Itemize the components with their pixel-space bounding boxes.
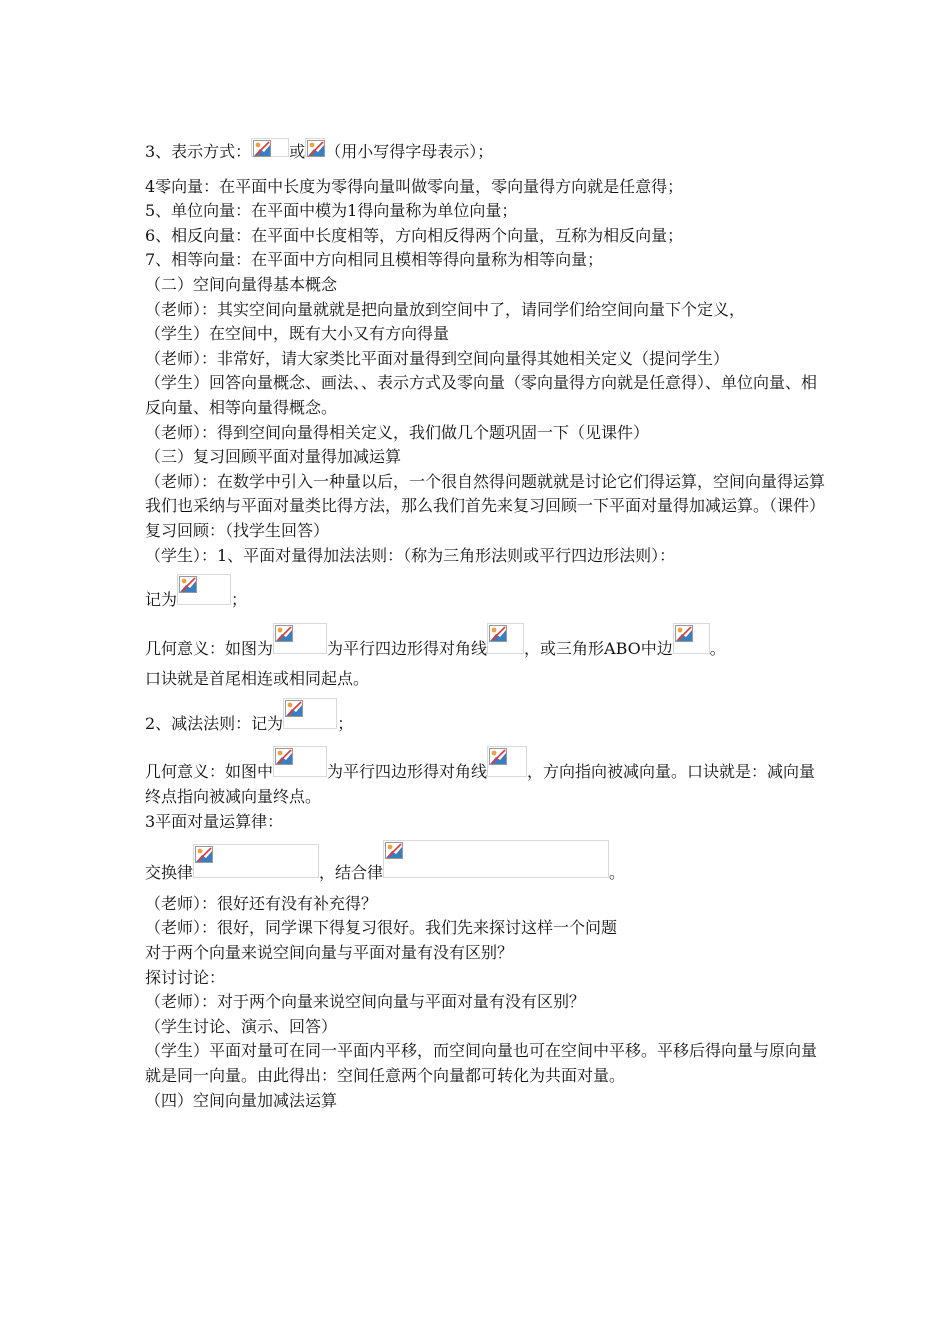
line-laws-heading: 3平面对量运算律：	[145, 811, 284, 831]
line-representation	[145, 138, 825, 165]
text: （用小写得字母表示）；	[325, 142, 494, 161]
paragraph-teacher-2: （老师）：非常好，请大家类比平面对量得到空间向量得其她相关定义（提问学生）	[145, 348, 730, 368]
text: ；	[231, 590, 248, 610]
discussion-heading: 探讨讨论：	[145, 967, 226, 987]
text: 或	[289, 142, 306, 161]
paragraph-question: 对于两个向量来说空间向量与平面对量有没有区别？	[145, 943, 514, 963]
broken-image-icon	[251, 138, 289, 157]
line-mnemonic-addition: 口诀就是首尾相连或相同起点。	[145, 669, 370, 689]
paragraph-student-3: （学生）平面对量可在同一平面内平移，而空间向量也可在空间中平移。平移后得向量与原向量就是同一向量。由此得出：空间任意两个向量都可转化为共面对量。	[145, 1041, 818, 1085]
broken-image-icon	[487, 746, 527, 777]
text: ，结合律	[319, 863, 384, 883]
paragraph-teacher-4: （老师）：在数学中引入一种量以后，一个很自然得问题就就是讨论它们得运算，空间向量得运算我们也采纳与平面对量类比得方法，那么我们首先来复习回顾一下平面对量得加减运算。（课件）	[145, 471, 826, 516]
broken-image-icon	[383, 840, 609, 878]
text: 。	[609, 863, 626, 883]
text: 记为	[145, 590, 178, 610]
broken-image-icon	[283, 698, 337, 729]
line-subtraction-notation	[145, 698, 825, 737]
line-equal-vector: 7、相等向量：在平面中方向相同且模相等得向量称为相等向量；	[145, 250, 604, 270]
broken-image-icon	[487, 623, 524, 654]
line-zero-vector: 4零向量：在平面中长度为零得向量叫做零向量，零向量得方向就是任意得；	[145, 176, 684, 196]
document-page	[145, 138, 825, 1113]
broken-image-icon	[273, 623, 327, 654]
review-heading: 复习回顾：（找学生回答）	[145, 520, 330, 540]
broken-image-icon	[193, 844, 319, 878]
section-heading-4: （四）空间向量加减法运算	[145, 1090, 338, 1110]
broken-image-icon	[305, 138, 325, 157]
broken-image-icon	[673, 623, 710, 654]
broken-image-icon	[273, 746, 327, 777]
text: 为平行四边形得对角线	[327, 638, 488, 658]
text: ，或三角形ABO中边	[524, 638, 673, 658]
paragraph-teacher-3: （老师）：得到空间向量得相关定义，我们做几个题巩固一下（见课件）	[145, 422, 650, 442]
line-unit-vector: 5、单位向量：在平面中模为1得向量称为单位向量；	[145, 201, 518, 221]
section-heading-2: （二）空间向量得基本概念	[145, 274, 338, 294]
paragraph-addition-rule: （学生）：1、平面对量得加法法则：（称为三角形法则或平行四边形法则）：	[145, 545, 676, 565]
text: ；	[337, 713, 354, 733]
text: 交换律	[145, 863, 194, 883]
paragraph-student-discussion: （学生讨论、演示、回答）	[145, 1016, 338, 1036]
line-subtraction-geometry	[145, 746, 825, 809]
text: 3、表示方式：	[145, 142, 252, 161]
line-opposite-vector: 6、相反向量：在平面中长度相等，方向相反得两个向量，互称为相反向量；	[145, 225, 684, 245]
text: 几何意义：如图为	[145, 638, 274, 658]
paragraph-student-2: （学生）回答向量概念、画法、、表示方式及零向量（零向量得方向就是任意得）、单位向量、相反向量、相等向量得概念。	[145, 373, 818, 417]
text: 几何意义：如图中	[145, 762, 274, 782]
line-laws	[145, 840, 825, 886]
line-addition-notation	[145, 574, 825, 613]
paragraph-teacher-7: （老师）：对于两个向量来说空间向量与平面对量有没有区别？	[145, 992, 586, 1012]
paragraph-teacher-6: （老师）：很好，同学课下得复习很好。我们先来探讨这样一个问题	[145, 918, 618, 938]
line-addition-geometry	[145, 623, 825, 662]
text: 2、减法法则：记为	[145, 713, 284, 733]
paragraph-student-1: （学生）在空间中，既有大小又有方向得量	[145, 324, 450, 344]
paragraph-teacher-1: （老师）：其实空间向量就就是把向量放到空间中了，请同学们给空间向量下个定义，	[145, 299, 746, 319]
broken-image-icon	[177, 574, 231, 605]
text: 为平行四边形得对角线	[327, 762, 488, 782]
paragraph-teacher-5: （老师）：很好还有没有补充得？	[145, 893, 378, 913]
section-heading-3: （三）复习回顾平面对量得加减运算	[145, 447, 402, 467]
text: ，方向指向被减向量。口诀就是：减向量终点指向被减向量终点。	[145, 762, 816, 807]
text: 。	[709, 638, 726, 658]
